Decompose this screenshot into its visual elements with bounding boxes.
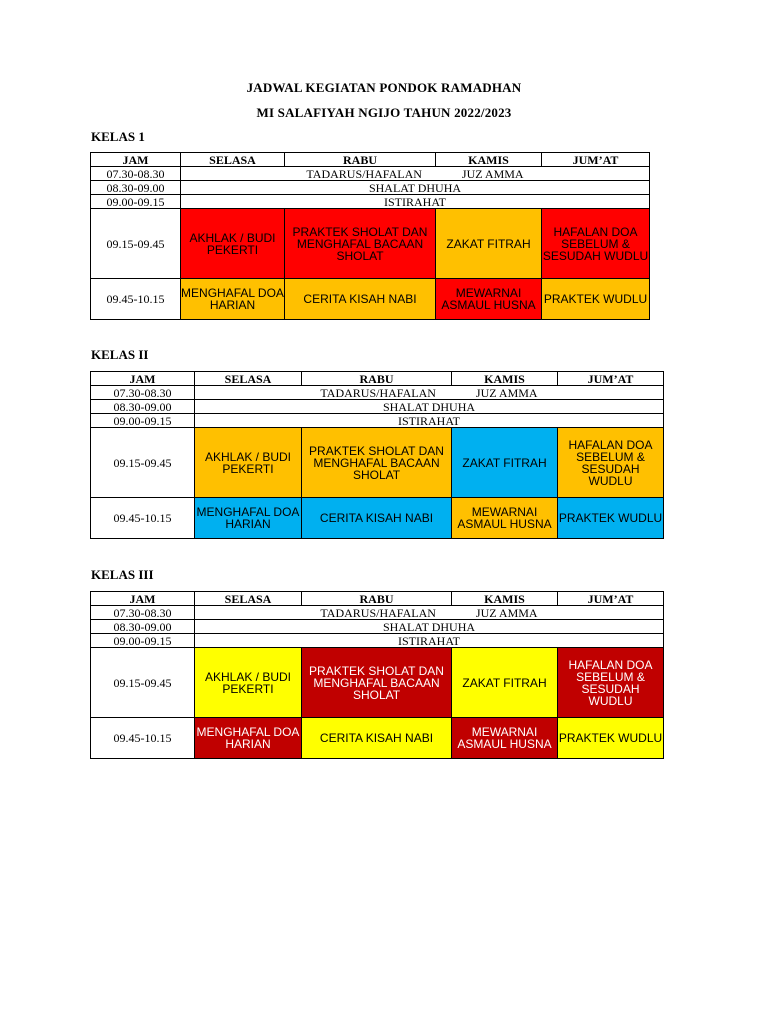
table-row	[91, 634, 664, 648]
activity-cell: CERITA KISAH NABI	[285, 279, 436, 320]
document-subtitle: MI SALAFIYAH NGIJO TAHUN 2022/2023	[256, 105, 512, 120]
time-cell: 08.30-09.00	[91, 620, 195, 634]
activity-text: TADARUS/HAFALAN	[320, 385, 436, 400]
activity-cell: CERITA KISAH NABI	[302, 498, 452, 539]
table-row	[91, 400, 664, 414]
table-row	[91, 428, 664, 498]
schedule-table-2	[90, 371, 664, 539]
table-row	[91, 209, 650, 279]
time-cell: 09.45-10.15	[91, 279, 181, 320]
activity-cell: ISTIRAHAT	[195, 634, 664, 648]
header-kamis: KAMIS	[436, 153, 542, 167]
activity-cell: AKHLAK / BUDI PEKERTI	[195, 428, 302, 498]
activity-cell: AKHLAK / BUDI PEKERTI	[181, 209, 285, 279]
activity-cell: MEWARNAI ASMAUL HUSNA	[452, 498, 558, 539]
activity-cell: ZAKAT FITRAH	[452, 648, 558, 718]
header-jumat: JUM’AT	[558, 372, 664, 386]
activity-text: TADARUS/HAFALAN	[320, 605, 436, 620]
activity-cell: SHALAT DHUHA	[195, 620, 664, 634]
activity-text: JUZ AMMA	[475, 605, 538, 620]
activity-cell: ISTIRAHAT	[181, 195, 650, 209]
time-cell: 07.30-08.30	[91, 386, 195, 400]
time-cell: 09.15-09.45	[91, 648, 195, 718]
header-jumat: JUM’AT	[542, 153, 650, 167]
header-jam: JAM	[91, 153, 181, 167]
activity-cell: PRAKTEK WUDLU	[558, 718, 664, 759]
activity-cell: SHALAT DHUHA	[181, 181, 650, 195]
table-row	[91, 620, 664, 634]
schedule-table-3	[90, 591, 664, 759]
table-row	[91, 648, 664, 718]
activity-cell: AKHLAK / BUDI PEKERTI	[195, 648, 302, 718]
header-row	[91, 153, 650, 167]
activity-cell: MEWARNAI ASMAUL HUSNA	[452, 718, 558, 759]
activity-cell: MEWARNAI ASMAUL HUSNA	[436, 279, 542, 320]
schedule-table-1	[90, 152, 650, 320]
table-row	[91, 181, 650, 195]
activity-cell: ISTIRAHAT	[195, 414, 664, 428]
header-rabu: RABU	[302, 592, 452, 606]
activity-cell: SHALAT DHUHA	[195, 400, 664, 414]
header-jam: JAM	[91, 592, 195, 606]
activity-text: JUZ AMMA	[461, 166, 524, 181]
table-row	[91, 167, 650, 181]
header-row	[91, 372, 664, 386]
activity-cell: ZAKAT FITRAH	[452, 428, 558, 498]
time-cell: 08.30-09.00	[91, 181, 181, 195]
document-title: JADWAL KEGIATAN PONDOK RAMADHAN	[246, 80, 522, 95]
activity-cell: PRAKTEK SHOLAT DAN MENGHAFAL BACAAN SHOLAT	[285, 209, 436, 279]
class-label-1: KELAS 1	[91, 129, 145, 144]
table-row	[91, 279, 650, 320]
time-cell: 09.00-09.15	[91, 195, 181, 209]
activity-cell: PRAKTEK WUDLU	[542, 279, 650, 320]
activity-cell: MENGHAFAL DOA HARIAN	[195, 498, 302, 539]
activity-cell: PRAKTEK WUDLU	[558, 498, 664, 539]
activity-cell: ZAKAT FITRAH	[436, 209, 542, 279]
header-rabu: RABU	[285, 153, 436, 167]
class-label-3: KELAS III	[91, 567, 154, 582]
time-cell: 07.30-08.30	[91, 606, 195, 620]
time-cell: 09.45-10.15	[91, 498, 195, 539]
table-row	[91, 195, 650, 209]
header-selasa: SELASA	[195, 372, 302, 386]
class-label-2: KELAS II	[91, 347, 149, 362]
time-cell: 07.30-08.30	[91, 167, 181, 181]
activity-cell: CERITA KISAH NABI	[302, 718, 452, 759]
activity-cell	[195, 606, 664, 620]
header-rabu: RABU	[302, 372, 452, 386]
time-cell: 09.15-09.45	[91, 428, 195, 498]
header-jumat: JUM’AT	[558, 592, 664, 606]
activity-cell: MENGHAFAL DOA HARIAN	[181, 279, 285, 320]
time-cell: 09.45-10.15	[91, 718, 195, 759]
table-row	[91, 386, 664, 400]
header-kamis: KAMIS	[452, 372, 558, 386]
table-row	[91, 414, 664, 428]
activity-text: TADARUS/HAFALAN	[306, 166, 422, 181]
activity-cell: HAFALAN DOA SEBELUM & SESUDAH WUDLU	[558, 428, 664, 498]
table-row	[91, 606, 664, 620]
activity-cell	[195, 386, 664, 400]
header-row	[91, 592, 664, 606]
header-jam: JAM	[91, 372, 195, 386]
activity-cell: PRAKTEK SHOLAT DAN MENGHAFAL BACAAN SHOLAT	[302, 648, 452, 718]
activity-cell: PRAKTEK SHOLAT DAN MENGHAFAL BACAAN SHOLAT	[302, 428, 452, 498]
activity-text: JUZ AMMA	[475, 385, 538, 400]
time-cell: 08.30-09.00	[91, 400, 195, 414]
header-selasa: SELASA	[181, 153, 285, 167]
activity-cell: HAFALAN DOA SEBELUM & SESUDAH WUDLU	[542, 209, 650, 279]
activity-cell: MENGHAFAL DOA HARIAN	[195, 718, 302, 759]
table-row	[91, 718, 664, 759]
time-cell: 09.00-09.15	[91, 414, 195, 428]
header-kamis: KAMIS	[452, 592, 558, 606]
time-cell: 09.00-09.15	[91, 634, 195, 648]
header-selasa: SELASA	[195, 592, 302, 606]
activity-cell: HAFALAN DOA SEBELUM & SESUDAH WUDLU	[558, 648, 664, 718]
time-cell: 09.15-09.45	[91, 209, 181, 279]
table-row	[91, 498, 664, 539]
activity-cell	[181, 167, 650, 181]
